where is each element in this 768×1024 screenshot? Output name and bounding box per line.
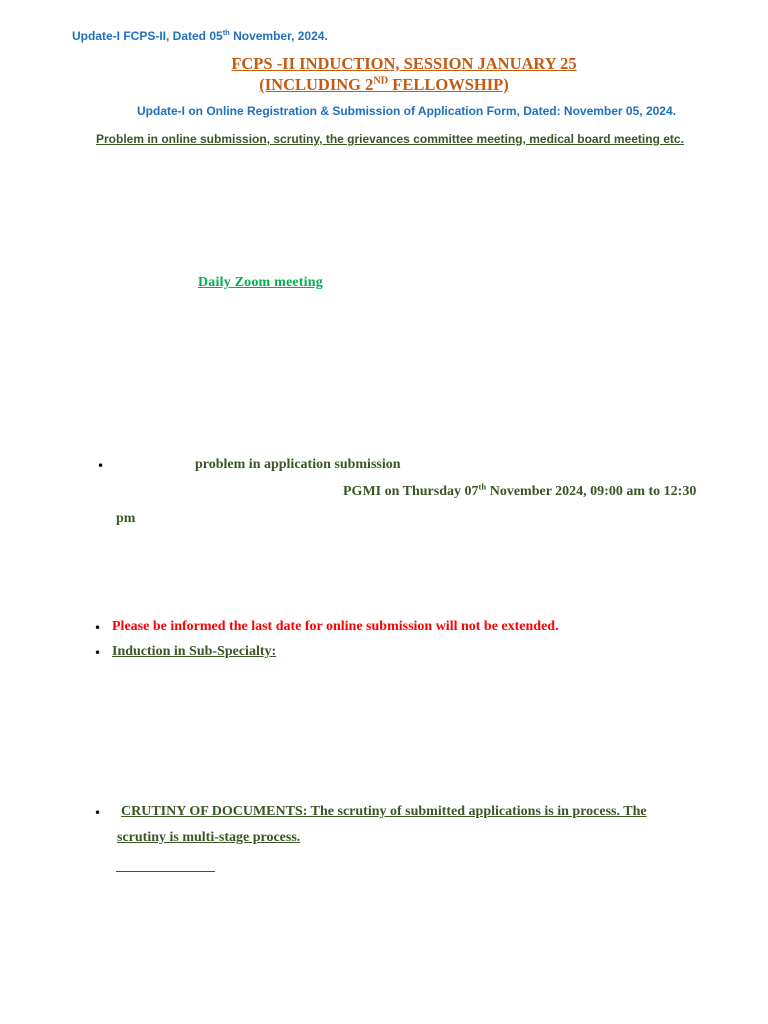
update-header <box>72 29 328 43</box>
title-line2-sup: ND <box>373 75 389 87</box>
pgmi-schedule-pm: pm <box>116 511 136 526</box>
title-line2-pre: (INCLUDING 2 <box>259 75 374 94</box>
last-date-notice: Please be informed the last date for online submission will not be extended. <box>112 619 559 634</box>
pgmi-sup: th <box>478 481 487 492</box>
pgmi-schedule-text <box>343 481 697 500</box>
scrutiny-line-1: CRUTINY OF DOCUMENTS: The scrutiny of submitted applications is in process. The <box>121 804 647 819</box>
update-header-tail: November, 2024. <box>229 29 328 43</box>
title-line2-post: FELLOWSHIP) <box>388 75 509 94</box>
pgmi-pre: PGMI on Thursday 07 <box>343 484 479 499</box>
divider-line <box>116 871 215 872</box>
problem-application-text: problem in application submission <box>195 457 401 472</box>
scrutiny-line-2: scrutiny is multi-stage process. <box>117 830 301 845</box>
update-header-sup: th <box>222 28 230 37</box>
bullet-icon: • <box>94 646 102 660</box>
bullet-icon: • <box>94 621 102 635</box>
bullet-icon: • <box>94 806 102 820</box>
subtitle: Update-I on Online Registration & Submission of Application Form, Dated: November 05, 2024. <box>137 104 676 118</box>
page-title-line1: FCPS -II INDUCTION, SESSION JANUARY 25 <box>231 54 577 73</box>
sub-specialty-heading: Induction in Sub-Specialty: <box>112 644 277 659</box>
zoom-meeting-heading: Daily Zoom meeting <box>198 275 323 290</box>
pgmi-post: November 2024, 09:00 am to 12:30 <box>486 484 697 499</box>
update-header-text: Update-I FCPS-II, Dated 05 <box>72 29 223 43</box>
bullet-icon: • <box>97 459 105 473</box>
problem-notice: Problem in online submission, scrutiny, the grievances committee meeting, medical board meeting etc. <box>96 132 684 146</box>
page-title-line2 <box>0 75 768 95</box>
